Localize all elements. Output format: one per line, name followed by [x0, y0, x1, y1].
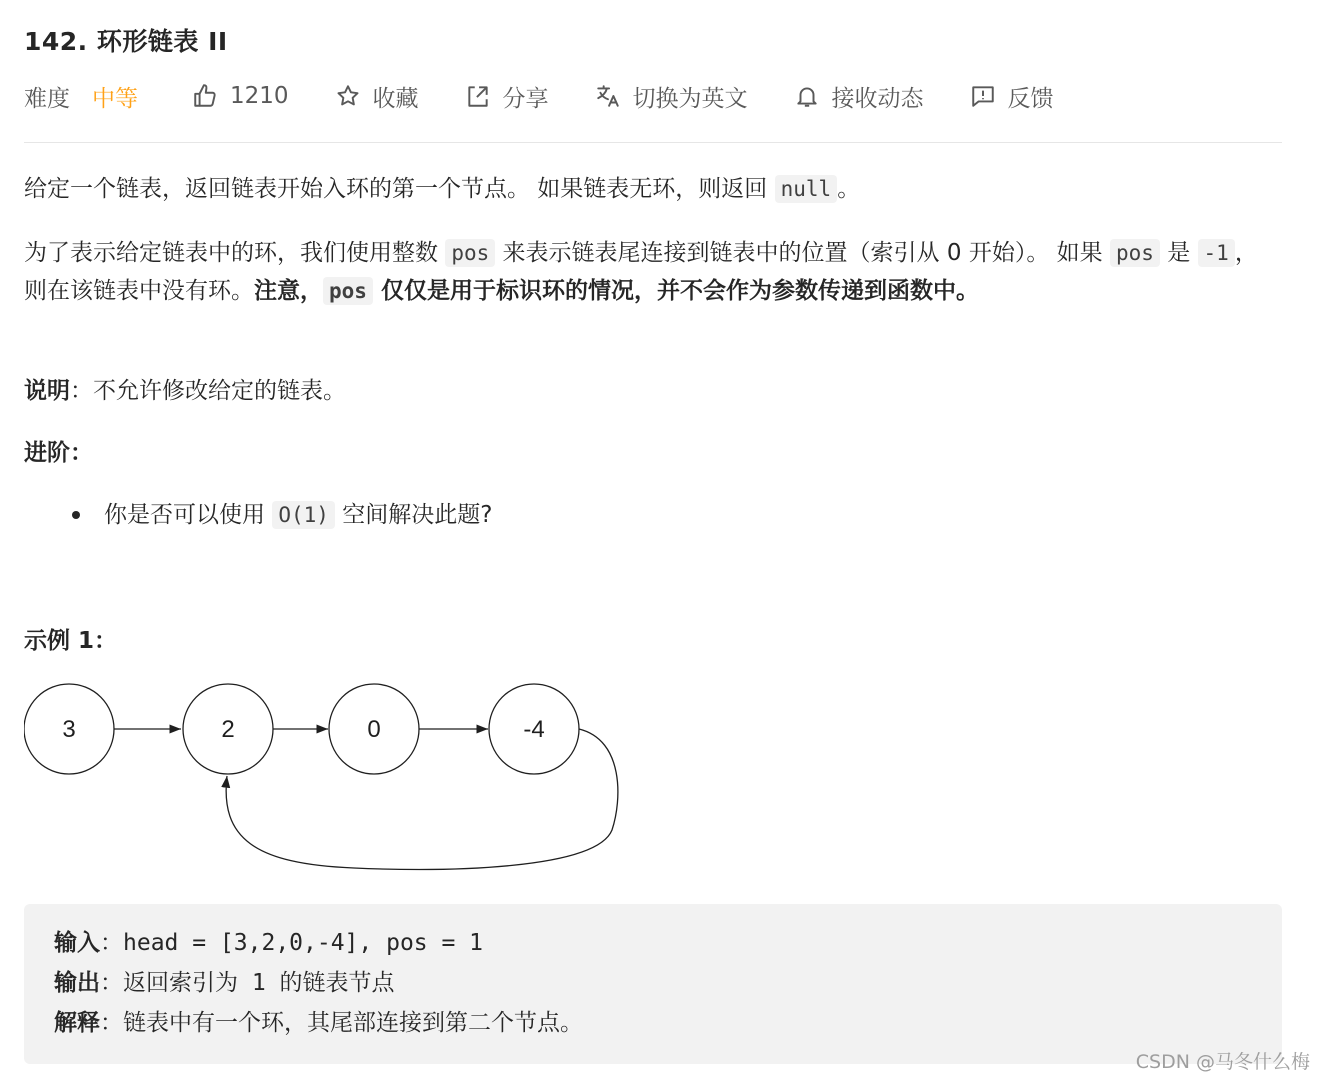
translate-label: 切换为英文	[632, 85, 748, 112]
advanced-label: 进阶：	[24, 440, 93, 466]
difficulty-value: 中等	[92, 85, 138, 112]
advanced-list	[72, 496, 492, 534]
pos-code-2: pos	[1110, 239, 1160, 267]
example-explanation	[54, 1003, 583, 1043]
share-icon	[465, 83, 491, 109]
favorite-label: 收藏	[372, 85, 419, 112]
pos-code-1: pos	[445, 239, 495, 267]
p2-text-3: 是	[1159, 240, 1198, 266]
p2-bold-1: 注意，	[254, 278, 323, 304]
example-heading-text: 示例 1：	[24, 628, 118, 654]
translate-icon	[595, 83, 621, 109]
node-label: 2	[221, 716, 235, 743]
example-output	[54, 963, 395, 1003]
p2-text-4: ，则在该链表中没有环。	[24, 240, 1258, 304]
p2-text-2: 来表示链表尾连接到链表中的位置（索引从 0 开始）。 如果	[495, 240, 1110, 266]
description-paragraph-2	[24, 234, 1264, 310]
divider	[24, 142, 1282, 143]
bullet-dot	[72, 511, 80, 519]
bullet-text-1: 你是否可以使用	[104, 502, 273, 528]
p2-bold-2: 仅仅是用于标识环的情况，并不会作为参数传递到函数中。	[372, 278, 979, 304]
node-label: 0	[367, 716, 381, 743]
feedback-label: 反馈	[1007, 85, 1054, 112]
input-label: 输入	[54, 930, 100, 956]
subscribe-label: 接收动态	[831, 85, 924, 112]
star-icon	[335, 83, 361, 109]
like-button[interactable]	[192, 83, 289, 109]
thumbs-up-icon	[192, 83, 218, 109]
p1-text: 给定一个链表，返回链表开始入环的第一个节点。 如果链表无环，则返回	[24, 176, 775, 202]
o1-code: O(1)	[272, 501, 335, 529]
linked-list-diagram	[24, 670, 664, 890]
list-item	[104, 496, 492, 534]
pos-code-3: pos	[323, 277, 373, 305]
null-code: null	[775, 175, 838, 203]
note-paragraph	[24, 372, 1264, 410]
example-box	[24, 904, 1282, 1064]
feedback-icon	[970, 83, 996, 109]
output-value: ：返回索引为 1 的链表节点	[100, 970, 395, 996]
feedback-button[interactable]	[970, 80, 1054, 113]
output-label: 输出	[54, 970, 100, 996]
p1-end: 。	[837, 176, 861, 202]
node-label: -4	[523, 716, 545, 743]
share-label: 分享	[502, 85, 549, 112]
difficulty	[24, 80, 138, 113]
node-label: 3	[62, 716, 76, 743]
minus-one-code: -1	[1198, 239, 1235, 267]
favorite-button[interactable]	[335, 80, 419, 113]
difficulty-label: 难度	[24, 85, 70, 112]
subscribe-button[interactable]	[794, 80, 924, 113]
translate-button[interactable]	[595, 80, 748, 113]
advanced-paragraph	[24, 434, 1264, 472]
note-label: 说明	[24, 378, 70, 404]
problem-toolbar	[24, 78, 1100, 114]
bell-icon	[794, 83, 820, 109]
note-text: ：不允许修改给定的链表。	[70, 378, 346, 404]
description-paragraph-1	[24, 170, 1264, 208]
bullet-text-2: 空间解决此题?	[334, 502, 493, 528]
like-count: 1210	[230, 83, 289, 109]
input-value: ：head = [3,2,0,-4], pos = 1	[100, 930, 484, 956]
explain-value: ：链表中有一个环，其尾部连接到第二个节点。	[100, 1010, 583, 1036]
share-button[interactable]	[465, 80, 549, 113]
example-input	[54, 923, 483, 963]
p2-text-1: 为了表示给定链表中的环，我们使用整数	[24, 240, 446, 266]
problem-title: 142. 环形链表 II	[24, 27, 228, 56]
explain-label: 解释	[54, 1010, 100, 1036]
example-heading	[24, 622, 1264, 660]
watermark: CSDN @马冬什么梅	[1135, 1051, 1310, 1073]
